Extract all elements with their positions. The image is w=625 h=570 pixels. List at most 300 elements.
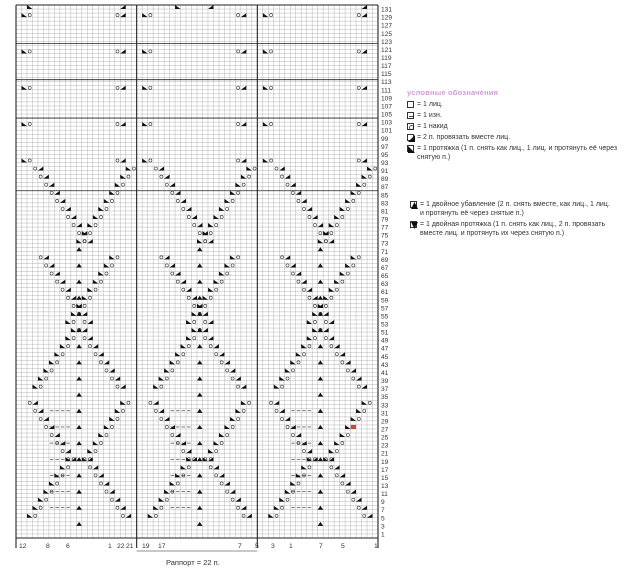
decrease-mark: [362, 158, 367, 162]
yarn-over-mark: [171, 433, 174, 436]
yarn-over-mark: [308, 345, 311, 348]
yarn-over-mark: [209, 466, 212, 469]
stitch-number: 22: [117, 543, 125, 550]
yarn-over-mark: [324, 240, 327, 243]
double-decrease-mark: [318, 393, 323, 397]
yarn-over-mark: [270, 50, 273, 53]
decrease-mark: [71, 215, 76, 219]
double-decrease-mark: [76, 344, 81, 348]
double-decrease-mark: [318, 506, 323, 510]
yarn-over-mark: [270, 14, 273, 17]
yarn-over-mark: [308, 466, 311, 469]
stitch-number: 3: [271, 543, 275, 550]
yarn-over-mark: [116, 191, 119, 194]
decrease-mark: [60, 344, 65, 348]
yarn-over-mark: [165, 377, 168, 380]
double-decrease-mark: [197, 490, 202, 494]
yarn-over-mark: [297, 199, 300, 202]
decrease-mark: [87, 320, 92, 324]
decrease-mark: [27, 5, 32, 9]
decrease-mark: [312, 312, 317, 316]
yarn-over-mark: [45, 425, 48, 428]
double-decrease-mark: [318, 263, 323, 267]
yarn-over-mark: [187, 215, 190, 218]
yarn-over-mark: [220, 280, 223, 283]
yarn-over-mark: [313, 304, 316, 307]
yarn-over-mark: [352, 498, 355, 501]
decrease-mark: [104, 263, 109, 267]
yarn-over-mark: [83, 304, 86, 307]
decrease-mark: [367, 167, 372, 171]
yarn-over-mark: [275, 514, 278, 517]
decrease-mark: [213, 441, 218, 445]
yarn-over-mark: [67, 296, 70, 299]
decrease-mark: [21, 158, 26, 162]
legend-item: [407, 111, 619, 120]
decrease-mark: [362, 401, 367, 405]
decrease-mark: [126, 167, 131, 171]
yarn-over-mark: [50, 272, 53, 275]
stitch-number: 1: [289, 543, 293, 550]
decrease-mark: [340, 433, 345, 437]
decrease-mark: [246, 167, 251, 171]
yarn-over-mark: [363, 183, 366, 186]
yarn-over-mark: [270, 86, 273, 89]
yarn-over-mark: [346, 369, 349, 372]
yarn-over-mark: [116, 50, 119, 53]
decrease-mark: [246, 514, 251, 518]
decrease-mark: [21, 13, 26, 17]
decrease-mark: [307, 288, 312, 292]
decrease-mark: [334, 280, 339, 284]
yarn-over-mark: [116, 417, 119, 420]
decrease-mark: [153, 506, 158, 510]
decrease-mark: [235, 183, 240, 187]
decrease-mark: [329, 288, 334, 292]
yarn-over-mark: [242, 183, 245, 186]
yarn-over-mark: [154, 167, 157, 170]
decrease-mark: [296, 191, 301, 195]
double-decrease-mark: [197, 247, 202, 251]
yarn-over-mark: [105, 433, 108, 436]
decrease-mark: [93, 465, 98, 469]
decrease-mark: [235, 409, 240, 413]
decrease-mark: [241, 122, 246, 126]
double-decrease-mark: [318, 312, 323, 316]
decrease-mark: [312, 328, 317, 332]
yarn-over-mark: [253, 167, 256, 170]
decrease-mark: [115, 376, 120, 380]
yarn-over-mark: [39, 175, 42, 178]
decrease-mark: [170, 360, 175, 364]
decrease-mark: [362, 5, 367, 9]
yarn-over-mark: [231, 264, 234, 267]
decrease-mark: [32, 401, 37, 405]
yarn-over-mark: [319, 232, 322, 235]
decrease-mark: [175, 191, 180, 195]
yarn-over-mark: [368, 401, 371, 404]
yarn-over-mark: [28, 14, 31, 17]
yarn-over-mark: [160, 506, 163, 509]
legend-item-text: = 1 изн.: [417, 112, 442, 119]
row-number: 127: [381, 22, 393, 30]
yarn-over-mark: [154, 409, 157, 412]
decrease-mark: [98, 207, 103, 211]
decrease-mark: [98, 272, 103, 276]
yarn-over-mark: [116, 14, 119, 17]
yarn-over-mark: [89, 232, 92, 235]
yarn-over-mark: [72, 320, 75, 323]
row-number: 1: [381, 531, 385, 539]
decrease-mark: [279, 409, 284, 413]
decrease-mark: [263, 122, 268, 126]
decrease-mark: [301, 280, 306, 284]
decrease-mark: [307, 449, 312, 453]
yarn-over-mark: [302, 450, 305, 453]
decrease-mark: [93, 280, 98, 284]
yarn-over-mark: [215, 224, 218, 227]
yarn-over-mark: [324, 337, 327, 340]
yarn-over-mark: [165, 183, 168, 186]
row-number: 107: [381, 103, 393, 111]
yarn-over-mark: [204, 304, 207, 307]
row-number: 43: [381, 361, 389, 369]
row-number: 63: [381, 281, 389, 289]
decrease-mark: [170, 183, 175, 187]
decrease-mark: [186, 320, 191, 324]
decrease-mark: [290, 360, 295, 364]
yarn-over-mark: [248, 401, 251, 404]
decrease-mark: [159, 167, 164, 171]
yarn-over-mark: [226, 272, 229, 275]
decrease-mark: [43, 255, 48, 259]
yarn-over-mark: [357, 385, 360, 388]
decrease-mark: [362, 13, 367, 17]
legend-item: [410, 220, 615, 238]
yarn-over-mark: [94, 474, 97, 477]
decrease-mark: [334, 215, 339, 219]
yarn-over-mark: [39, 385, 42, 388]
double-decrease-mark: [76, 425, 81, 429]
yarn-over-mark: [220, 361, 223, 364]
decrease-mark: [93, 441, 98, 445]
yarn-over-mark: [176, 361, 179, 364]
decrease-mark: [362, 122, 367, 126]
yarn-over-mark: [99, 361, 102, 364]
decrease-mark: [104, 425, 109, 429]
row-number: 41: [381, 369, 389, 377]
double-decrease-mark: [318, 425, 323, 429]
decrease-mark: [301, 465, 306, 469]
decrease-mark: [285, 490, 290, 494]
decrease-mark: [142, 13, 147, 17]
yarn-over-mark: [94, 288, 97, 291]
yarn-over-mark: [149, 50, 152, 53]
row-number: 75: [381, 232, 389, 240]
decrease-mark: [43, 175, 48, 179]
decrease-mark: [329, 336, 334, 340]
decrease-mark: [43, 417, 48, 421]
decrease-mark: [219, 433, 224, 437]
yarn-over-mark: [237, 417, 240, 420]
yarn-over-mark: [335, 474, 338, 477]
double-decrease-mark: [76, 473, 81, 477]
decrease-mark: [104, 481, 109, 485]
decrease-mark: [65, 449, 70, 453]
decrease-mark: [274, 506, 279, 510]
yarn-over-mark: [187, 345, 190, 348]
decrease-mark: [54, 191, 59, 195]
yarn-over-mark: [56, 199, 59, 202]
decrease-mark: [126, 514, 131, 518]
yarn-over-mark: [270, 123, 273, 126]
decrease-mark: [98, 473, 103, 477]
yarn-over-mark: [67, 215, 70, 218]
double-decrease-mark: [197, 360, 202, 364]
decrease-mark: [93, 215, 98, 219]
yarn-over-mark: [226, 207, 229, 210]
row-number: 59: [381, 297, 389, 305]
decrease-mark: [109, 368, 114, 372]
yarn-over-mark: [72, 224, 75, 227]
decrease-mark: [241, 385, 246, 389]
decrease-mark: [274, 401, 279, 405]
yarn-over-mark: [50, 433, 53, 436]
legend-item-text: = 1 двойное убавление (2 п. снять вместе, как лиц., 1 лиц. и протянуть её через снятые п.): [420, 201, 610, 217]
row-number: 53: [381, 321, 389, 329]
row-number: 93: [381, 159, 389, 167]
yarn-over-mark: [110, 377, 113, 380]
yarn-over-mark: [127, 175, 130, 178]
yarn-over-mark: [61, 353, 64, 356]
row-number: 7: [381, 507, 385, 515]
yarn-over-mark: [110, 498, 113, 501]
yarn-over-mark: [116, 86, 119, 89]
yarn-over-mark: [182, 353, 185, 356]
double-decrease-mark: [76, 376, 81, 380]
decrease-mark: [76, 223, 81, 227]
double-decrease-mark: [197, 280, 202, 284]
decrease-mark: [87, 336, 92, 340]
yarn-over-mark: [110, 264, 113, 267]
decrease-mark: [120, 158, 125, 162]
decrease-mark: [263, 13, 268, 17]
yarn-over-mark: [78, 232, 81, 235]
legend-item-text: = 1 протяжка (1 п. снять как лиц., 1 лиц. и протянуть её через снятую п.): [417, 145, 618, 161]
decrease-mark: [323, 328, 328, 332]
decrease-mark: [186, 449, 191, 453]
decrease-mark: [285, 175, 290, 179]
yarn-over-mark: [149, 14, 152, 17]
decrease-mark: [192, 215, 197, 219]
double-decrease-mark: [197, 376, 202, 380]
double-decrease-mark: [76, 312, 81, 316]
yarn-over-mark: [231, 498, 234, 501]
decrease-mark: [71, 312, 76, 316]
yarn-over-mark: [220, 215, 223, 218]
yarn-over-mark: [83, 337, 86, 340]
legend-list: [407, 100, 619, 162]
legend-item: [407, 100, 619, 109]
yarn-over-mark: [313, 320, 316, 323]
yarn-over-mark: [160, 385, 163, 388]
decrease-mark: [120, 122, 125, 126]
yarn-over-mark: [291, 272, 294, 275]
yarn-over-mark: [330, 466, 333, 469]
yarn-over-mark: [275, 409, 278, 412]
yarn-over-mark: [324, 304, 327, 307]
row-number: 73: [381, 240, 389, 248]
legend-title: условные обозначения: [407, 88, 499, 97]
row-number: 25: [381, 434, 389, 442]
decrease-mark: [208, 449, 213, 453]
decrease-mark: [219, 207, 224, 211]
stitch-number: 21: [126, 543, 134, 550]
decrease-mark: [175, 272, 180, 276]
legend-double: [410, 198, 615, 238]
decrease-mark: [307, 320, 312, 324]
double-decrease-mark: [76, 457, 81, 461]
yarn-over-mark: [34, 409, 37, 412]
yarn-over-mark: [72, 304, 75, 307]
yarn-over-mark: [308, 215, 311, 218]
legend-item: [407, 122, 619, 131]
row-number: 81: [381, 208, 389, 216]
yarn-over-mark: [110, 199, 113, 202]
yarn-over-mark: [28, 50, 31, 53]
yarn-over-mark: [83, 240, 86, 243]
yarn-over-mark: [61, 288, 64, 291]
decrease-mark: [82, 312, 87, 316]
yarn-over-mark: [171, 369, 174, 372]
row-number: 115: [381, 71, 392, 79]
yarn-over-mark: [160, 417, 163, 420]
double-pull-icon: [410, 221, 417, 228]
row-number: 31: [381, 410, 389, 418]
double-decrease-mark: [76, 263, 81, 267]
decrease-mark: [170, 481, 175, 485]
double-decrease-mark: [76, 506, 81, 510]
yarn-over-mark: [324, 320, 327, 323]
yarn-over-mark: [28, 86, 31, 89]
yarn-over-mark: [286, 498, 289, 501]
yarn-over-mark: [56, 482, 59, 485]
decrease-mark: [181, 199, 186, 203]
yarn-over-mark: [357, 506, 360, 509]
yarn-over-mark: [116, 256, 119, 259]
row-number: 121: [381, 46, 393, 54]
legend: [407, 88, 619, 162]
yarn-over-mark: [220, 482, 223, 485]
yarn-over-mark: [204, 337, 207, 340]
decrease-mark: [54, 352, 59, 356]
decrease-mark: [241, 506, 246, 510]
decrease-mark: [356, 183, 361, 187]
yarn-over-mark: [286, 377, 289, 380]
yarn-over-mark: [187, 466, 190, 469]
stitch-number: 17: [158, 543, 166, 550]
yarn-over-mark: [61, 450, 64, 453]
double-decrease-mark: [197, 522, 202, 526]
decrease-mark: [98, 352, 103, 356]
yarn-over-mark: [94, 450, 97, 453]
double-decrease-mark: [197, 457, 202, 461]
decrease-mark: [208, 288, 213, 292]
decrease-mark: [241, 49, 246, 53]
row-number: 51: [381, 329, 389, 337]
decrease-mark: [224, 481, 229, 485]
yarn-over-mark: [237, 385, 240, 388]
yarn-over-mark: [341, 442, 344, 445]
row-number: 15: [381, 474, 389, 482]
decrease-mark: [120, 506, 125, 510]
yarn-over-mark: [105, 272, 108, 275]
double-decrease-mark: [318, 280, 323, 284]
yarn-over-mark: [50, 191, 53, 194]
decrease-mark: [153, 385, 158, 389]
decrease-mark: [93, 344, 98, 348]
legend-item-text: = 1 лиц.: [417, 101, 443, 108]
decrease-mark: [21, 49, 26, 53]
row-number: 89: [381, 176, 389, 184]
decrease-mark: [340, 272, 345, 276]
yarn-over-mark: [368, 175, 371, 178]
decrease-mark: [60, 199, 65, 203]
row-number: 91: [381, 168, 389, 176]
double-decrease-mark: [76, 247, 81, 251]
row-number: 95: [381, 151, 389, 159]
legend-item-text: = 2 п. провязать вместе лиц.: [417, 134, 511, 141]
double-decrease-mark: [76, 490, 81, 494]
decrease-mark: [175, 433, 180, 437]
decrease-mark: [224, 263, 229, 267]
yarn-over-mark: [176, 280, 179, 283]
row-number: 57: [381, 305, 389, 313]
decrease-mark: [340, 207, 345, 211]
decrease-mark: [164, 368, 169, 372]
yarn-over-mark: [105, 490, 108, 493]
decrease-mark: [159, 498, 164, 502]
yarn-over-mark: [346, 490, 349, 493]
decrease-mark: [49, 481, 54, 485]
double-decrease-mark: [318, 344, 323, 348]
decrease-mark: [285, 255, 290, 259]
decrease-mark: [87, 288, 92, 292]
yarn-over-mark: [226, 369, 229, 372]
yarn-over-mark: [99, 442, 102, 445]
decrease-mark: [235, 498, 240, 502]
decrease-mark: [104, 360, 109, 364]
row-number: 129: [381, 14, 393, 22]
decrease-mark: [202, 312, 207, 316]
yarn-over-mark: [226, 433, 229, 436]
stitch-number: 1: [108, 543, 112, 550]
double-decrease-mark: [197, 425, 202, 429]
yarn-over-mark: [149, 401, 152, 404]
row-number: 67: [381, 264, 389, 272]
dash-icon: [407, 112, 414, 119]
double-decrease-mark: [197, 473, 202, 477]
decrease-mark: [356, 498, 361, 502]
stitch-number: 19: [142, 543, 150, 550]
decrease-mark: [362, 86, 367, 90]
double-decrease-mark: [197, 393, 202, 397]
yarn-over-mark: [45, 498, 48, 501]
decrease-mark: [356, 409, 361, 413]
decrease-mark: [87, 449, 92, 453]
yarn-over-mark: [176, 482, 179, 485]
decrease-mark: [87, 239, 92, 243]
